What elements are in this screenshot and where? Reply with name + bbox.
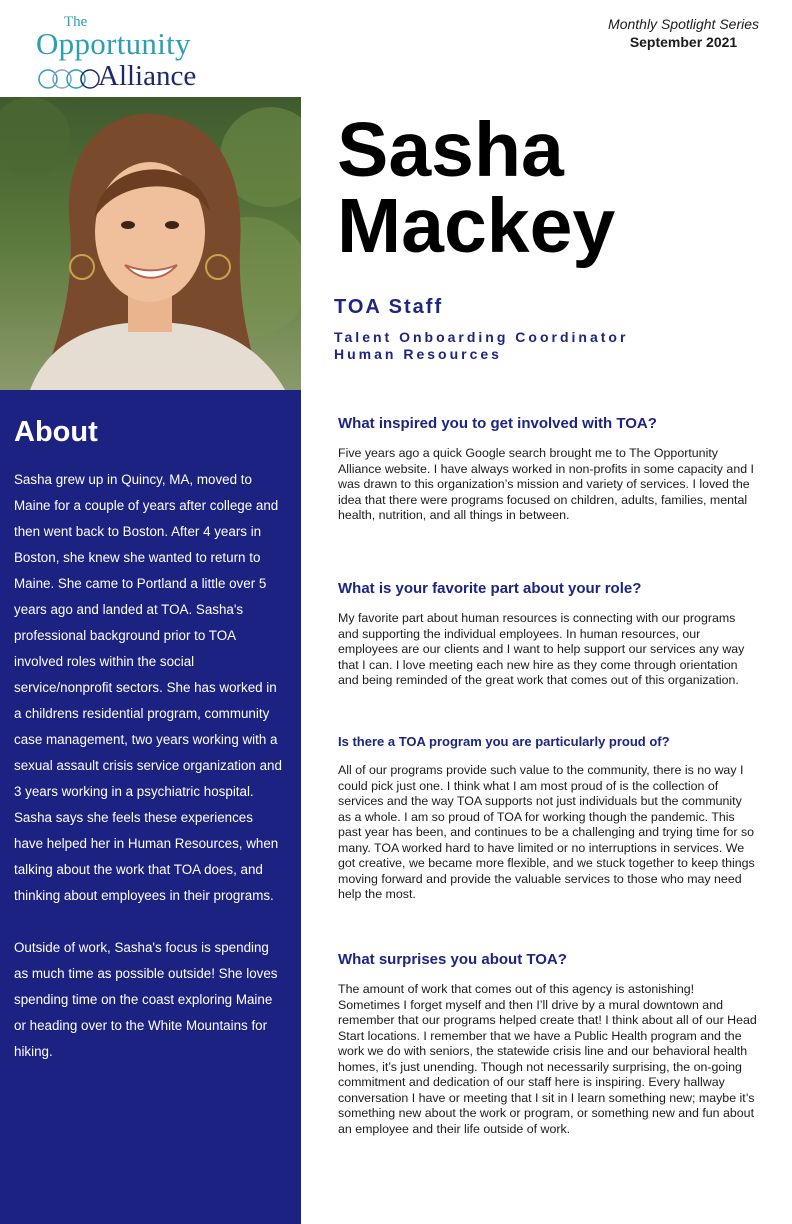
first-name: Sasha <box>337 107 564 193</box>
question-4: What surprises you about TOA? <box>338 951 567 968</box>
logo-text-the: The <box>64 14 88 30</box>
answer-2: My favorite part about human resources is connecting with our programs and supporting the individual employees. In human resources, our employees are our clients and I want to help support our services any way that I can. I love meeting each new hire as they come through orientation and being reminded of the great work that comes out of this organization. <box>338 611 745 687</box>
qa-section-2 <box>338 580 758 689</box>
about-paragraph-1: Sasha grew up in Quincy, MA, moved to Maine for a couple of years after college and then went back to Boston. After 4 years in Boston, she knew she wanted to return to Maine. She came to Portland a little over 5 years ago and landed at TOA. Sasha's professional background prior to TOA involved roles within the social service/nonprofit sectors. She has worked in a childrens residential program, community case management, two years working with a sexual assault crisis service organization and 3 years working in a psychiatric hospital. Sasha says she feels these experiences have helped her in Human Resources, when talking about the work that TOA does, and thinking about employees in their programs. <box>14 472 282 903</box>
job-title-line1: Talent Onboarding Coordinator <box>334 329 629 345</box>
logo-circles-icon <box>38 66 100 92</box>
about-heading: About <box>14 416 98 448</box>
question-2: What is your favorite part about your role? <box>338 580 642 597</box>
org-line: TOA Staff <box>334 296 444 318</box>
role-block <box>334 296 628 363</box>
answer-4: The amount of work that comes out of this agency is astonishing! Sometimes I forget myself and then I’ll drive by a mural downtown and remember that our programs helped create that! I think about all of our Head Start locations. I remember that we have a Public Health program and the work we do with seniors, the statewide crisis line and our behavioral health homes, it’s just unending. Though not necessarily surprising, the on-going commitment and dedication of our staff here is inspiring. Every hallway conversation I have or meeting that I sit in I learn something new; maybe it’s something new about the work or program, or something new and fun about an employee and their life outside of work. <box>338 982 757 1136</box>
profile-photo <box>0 97 301 390</box>
series-name: Monthly Spotlight Series <box>608 16 759 32</box>
staff-name <box>337 107 616 269</box>
qa-section-4 <box>338 951 758 1137</box>
portrait-illustration <box>0 97 301 390</box>
organization-logo <box>36 12 236 90</box>
logo-text-opportunity: Opportunity <box>36 26 191 61</box>
about-text <box>14 467 284 1091</box>
qa-section-1 <box>338 415 758 524</box>
answer-3: All of our programs provide such value to the community, there is no way I could pick just one. I think what I am most proud of is the collection of services and the way TOA supports not just individuals but the community as a whole. I am so proud of TOA for working though the pandemic. This past year has been, and continues to be a challenging and trying time for so many. TOA worked hard to have limited or no interruptions in services. We got creative, we became more flexible, and we stuck together to keep things moving forward and provide the valuable services to those who may need help the most. <box>338 763 755 901</box>
job-title <box>334 329 628 363</box>
last-name: Mackey <box>337 183 616 269</box>
series-header <box>608 16 759 50</box>
job-title-line2: Human Resources <box>334 346 502 362</box>
about-paragraph-2: Outside of work, Sasha's focus is spending as much time as possible outside! She loves spending time on the coast exploring Maine or heading over to the White Mountains for hiking. <box>14 940 278 1059</box>
series-date: September 2021 <box>629 34 738 50</box>
about-sidebar <box>0 390 301 1224</box>
logo-text-alliance: Alliance <box>98 60 197 92</box>
question-1: What inspired you to get involved with TOA? <box>338 415 657 432</box>
answer-1: Five years ago a quick Google search brought me to The Opportunity Alliance website. I have always worked in non-profits in some capacity and I was drawn to this organization’s mission and variety of services. I loved the idea that there were programs focused on children, adults, families, mental health, nutrition, and all things in between. <box>338 446 754 522</box>
qa-section-3 <box>338 734 758 903</box>
question-3: Is there a TOA program you are particularly proud of? <box>338 734 670 749</box>
